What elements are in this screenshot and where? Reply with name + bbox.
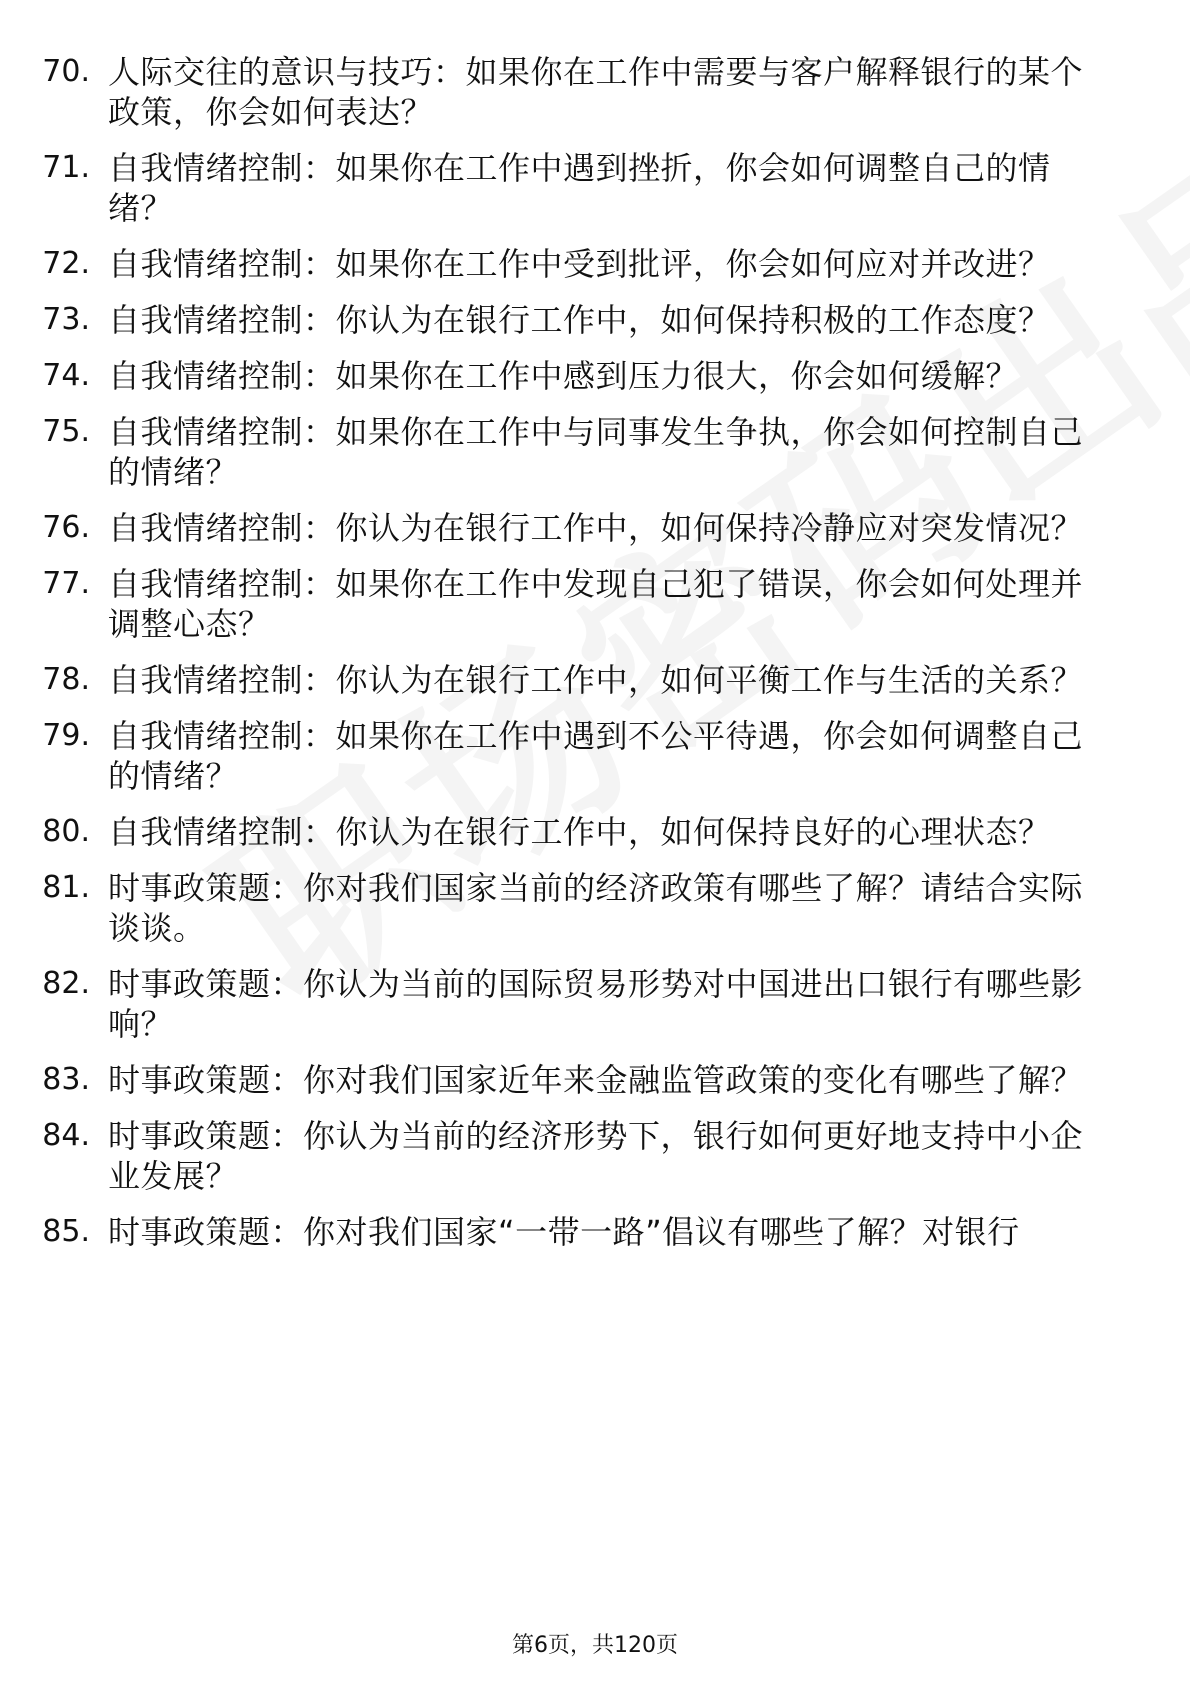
list-item [0, 812, 1190, 852]
question-text: 时事政策题：你认为当前的经济形势下，银行如何更好地支持中小企业发展？ [108, 1117, 1084, 1195]
question-number: 80. [42, 814, 90, 849]
question-number: 83. [42, 1062, 90, 1097]
question-number: 78. [42, 662, 90, 697]
list-item [0, 52, 1190, 132]
question-number: 82. [42, 966, 90, 1001]
question-number: 84. [42, 1118, 90, 1153]
question-text: 自我情绪控制：如果你在工作中与同事发生争执，你会如何控制自己的情绪？ [108, 413, 1084, 491]
question-text: 自我情绪控制：如果你在工作中发现自己犯了错误，你会如何处理并调整心态？ [108, 565, 1084, 643]
question-text: 人际交往的意识与技巧：如果你在工作中需要与客户解释银行的某个政策，你会如何表达？ [108, 53, 1084, 131]
list-item [0, 716, 1190, 796]
question-text: 自我情绪控制：你认为在银行工作中，如何保持积极的工作态度？ [108, 301, 1051, 339]
question-text: 自我情绪控制：如果你在工作中遇到不公平待遇，你会如何调整自己的情绪？ [108, 717, 1084, 795]
question-text: 时事政策题：你对我们国家“一带一路”倡议有哪些了解？对银行 [108, 1213, 1020, 1251]
question-number: 75. [42, 414, 90, 449]
question-text: 自我情绪控制：如果你在工作中感到压力很大，你会如何缓解？ [108, 357, 1019, 395]
list-item [0, 868, 1190, 948]
list-item [0, 564, 1190, 644]
question-number: 74. [42, 358, 90, 393]
list-item [0, 1116, 1190, 1196]
list-item [0, 508, 1190, 548]
question-list [0, 52, 1190, 1268]
list-item [0, 660, 1190, 700]
question-number: 72. [42, 246, 90, 281]
question-number: 70. [42, 54, 90, 89]
question-number: 79. [42, 718, 90, 753]
list-item [0, 1060, 1190, 1100]
question-text: 时事政策题：你对我们国家当前的经济政策有哪些了解？请结合实际谈谈。 [108, 869, 1084, 947]
list-item [0, 412, 1190, 492]
question-text: 自我情绪控制：如果你在工作中遇到挫折，你会如何调整自己的情绪？ [108, 149, 1051, 227]
list-item [0, 300, 1190, 340]
question-number: 71. [42, 150, 90, 185]
question-number: 76. [42, 510, 90, 545]
question-text: 自我情绪控制：你认为在银行工作中，如何保持冷静应对突发情况？ [108, 509, 1084, 547]
question-text: 时事政策题：你认为当前的国际贸易形势对中国进出口银行有哪些影响？ [108, 965, 1084, 1043]
question-number: 73. [42, 302, 90, 337]
question-text: 时事政策题：你对我们国家近年来金融监管政策的变化有哪些了解？ [108, 1061, 1084, 1099]
question-number: 85. [42, 1214, 90, 1249]
page-footer [0, 1632, 1190, 1660]
page-number-label: 第6页，共120页 [512, 1633, 678, 1658]
list-item [0, 964, 1190, 1044]
list-item [0, 244, 1190, 284]
list-item [0, 148, 1190, 228]
list-item [0, 356, 1190, 396]
question-number: 77. [42, 566, 90, 601]
question-text: 自我情绪控制：如果你在工作中受到批评，你会如何应对并改进？ [108, 245, 1051, 283]
question-text: 自我情绪控制：你认为在银行工作中，如何保持良好的心理状态？ [108, 813, 1051, 851]
question-text: 自我情绪控制：你认为在银行工作中，如何平衡工作与生活的关系？ [108, 661, 1084, 699]
list-item [0, 1212, 1190, 1252]
question-number: 81. [42, 870, 90, 905]
